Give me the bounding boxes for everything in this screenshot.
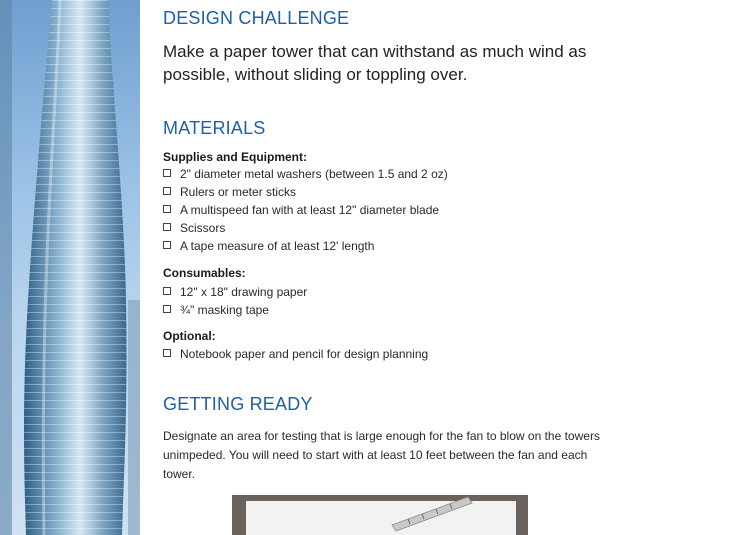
list-item: A tape measure of at least 12' length: [163, 237, 448, 255]
materials-photo: [232, 495, 528, 535]
list-item: A multispeed fan with at least 12" diameter blade: [163, 201, 448, 219]
checkbox-icon: [163, 287, 171, 295]
getting-ready-heading: GETTING READY: [163, 394, 313, 414]
checkbox-icon: [163, 349, 171, 357]
checkbox-icon: [163, 241, 171, 249]
design-challenge-text: Make a paper tower that can withstand as much wind as possible, without sliding or toppling over.: [163, 42, 587, 84]
list-item: Notebook paper and pencil for design planning: [163, 345, 428, 363]
checkbox-icon: [163, 169, 171, 177]
checkbox-icon: [163, 205, 171, 213]
tower-photo: [0, 0, 140, 535]
supplies-label: Supplies and Equipment:: [163, 150, 308, 164]
list-item: Rulers or meter sticks: [163, 183, 448, 201]
list-item: 2" diameter metal washers (between 1.5 and 2 oz): [163, 165, 448, 183]
supplies-list: [163, 165, 448, 255]
consumables-label: Consumables:: [163, 266, 246, 280]
optional-label: Optional:: [163, 329, 216, 343]
design-challenge-heading: DESIGN CHALLENGE: [163, 8, 350, 28]
list-item: ¾" masking tape: [163, 301, 307, 319]
optional-list: [163, 345, 428, 363]
materials-heading: MATERIALS: [163, 118, 266, 138]
checkbox-icon: [163, 187, 171, 195]
consumables-list: [163, 283, 307, 319]
checkbox-icon: [163, 305, 171, 313]
tower-illustration: [0, 0, 140, 535]
list-item: 12" x 18" drawing paper: [163, 283, 307, 301]
list-item: Scissors: [163, 219, 448, 237]
getting-ready-text: Designate an area for testing that is large enough for the fan to blow on the towers unimpeded. You will need to start with at least 10 feet between the fan and each tower.: [163, 429, 600, 481]
materials-illustration: [232, 495, 528, 535]
checkbox-icon: [163, 223, 171, 231]
